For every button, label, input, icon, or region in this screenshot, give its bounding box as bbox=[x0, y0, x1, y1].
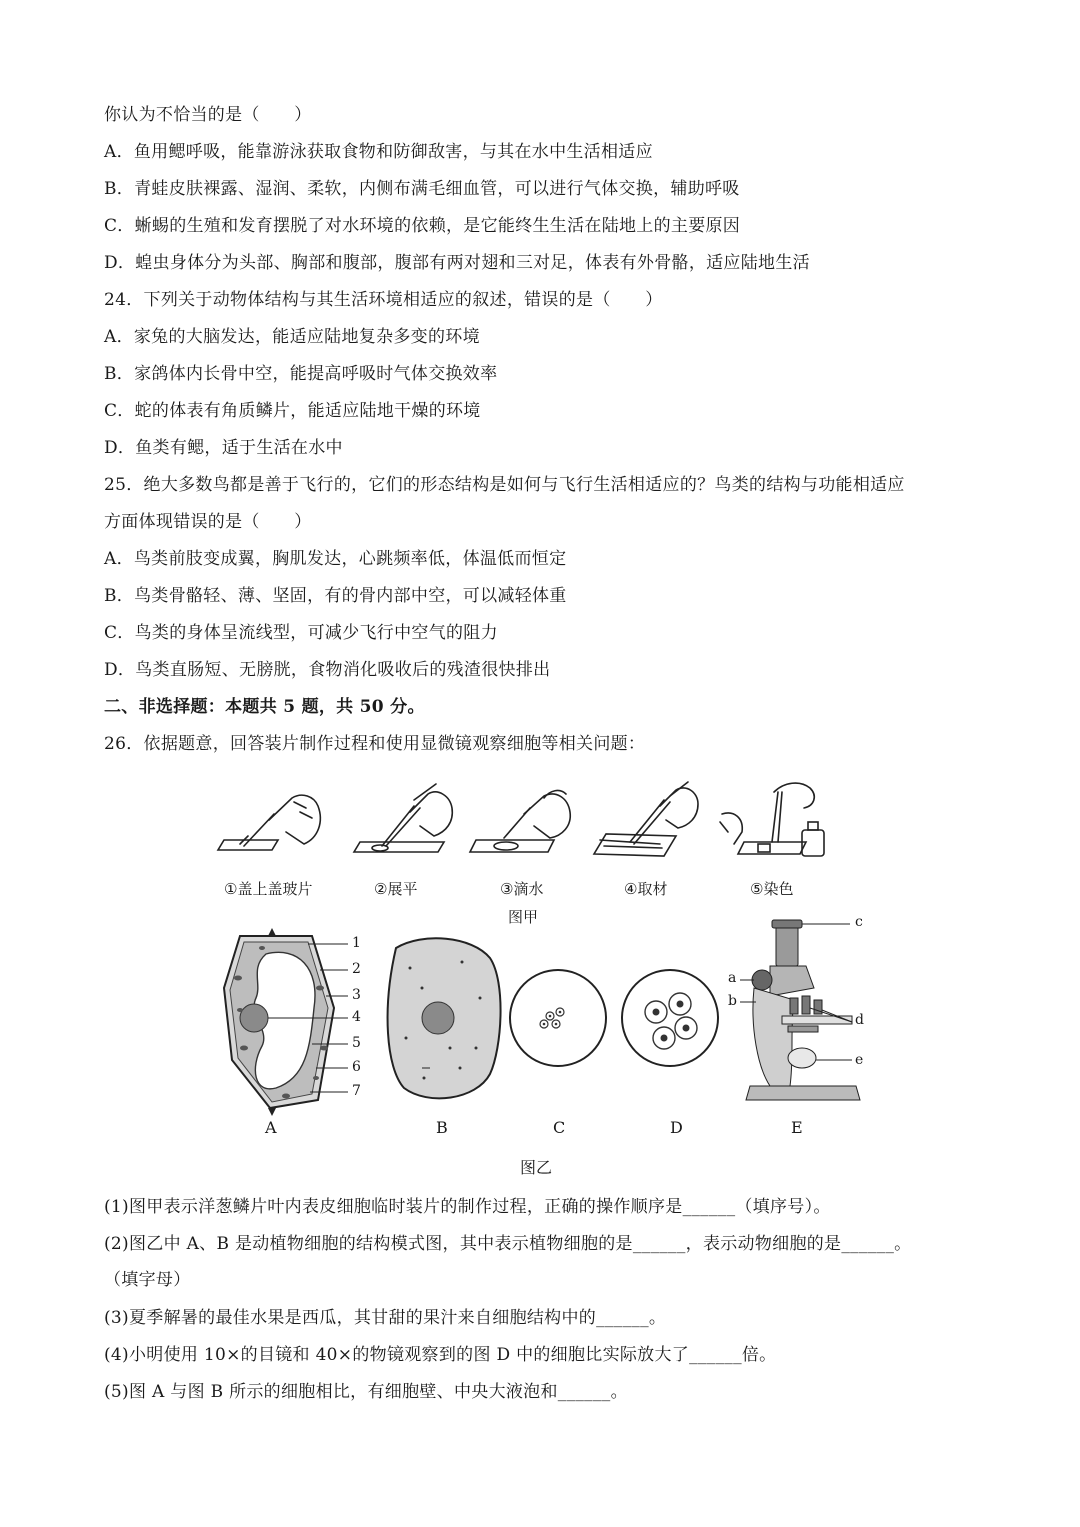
step-label-1: ①盖上盖玻片 bbox=[224, 880, 313, 898]
microscope-label-d: d bbox=[855, 1012, 864, 1028]
q24-option-b: B．家鸽体内长骨中空，能提高呼吸时气体交换效率 bbox=[104, 364, 498, 384]
panel-label-c: C bbox=[553, 1118, 566, 1137]
q24-option-a: A．家兔的大脑发达，能适应陆地复杂多变的环境 bbox=[104, 327, 480, 347]
step3-illustration bbox=[470, 791, 570, 852]
q25-option-b: B．鸟类骨骼轻、薄、坚固，有的骨内部中空，可以减轻体重 bbox=[104, 586, 567, 606]
q26-stem: 26．依据题意，回答装片制作过程和使用显微镜观察细胞等相关问题： bbox=[104, 734, 646, 754]
microscope-label-a: a bbox=[728, 970, 737, 986]
q25-option-d: D．鸟类直肠短、无膀胱，食物消化吸收后的残渣很快排出 bbox=[104, 660, 551, 680]
step-label-3: ③滴水 bbox=[500, 880, 544, 898]
q25-stem-line2: 方面体现错误的是（ ） bbox=[104, 512, 312, 532]
cell-label-4: 4 bbox=[352, 1009, 361, 1025]
figure-jia-illustrations bbox=[214, 778, 834, 878]
q26-sub2-note: （填字母） bbox=[104, 1270, 191, 1290]
cell-label-7: 7 bbox=[352, 1083, 361, 1099]
q26-sub5: (5)图 A 与图 B 所示的细胞相比，有细胞壁、中央大液泡和______。 bbox=[104, 1382, 628, 1402]
step-label-2: ②展平 bbox=[374, 880, 418, 898]
q24-option-c: C．蛇的体表有角质鳞片，能适应陆地干燥的环境 bbox=[104, 401, 481, 421]
q23-option-b: B．青蛙皮肤裸露、湿润、柔软，内侧布满毛细血管，可以进行气体交换，辅助呼吸 bbox=[104, 179, 740, 199]
plant-cell-a bbox=[224, 928, 348, 1116]
q23-stem: 你认为不恰当的是（ ） bbox=[104, 105, 312, 125]
microscope-label-b: b bbox=[728, 993, 737, 1009]
section-heading: 二、非选择题：本题共 5 题，共 50 分。 bbox=[104, 697, 425, 717]
figure-jia-caption: 图甲 bbox=[508, 908, 539, 926]
step1-illustration bbox=[218, 795, 320, 850]
figure-yi-illustrations bbox=[210, 918, 870, 1118]
q23-option-d: D．蝗虫身体分为头部、胸部和腹部，腹部有两对翅和三对足，体表有外骨骼，适应陆地生活 bbox=[104, 253, 810, 273]
q25-option-c: C．鸟类的身体呈流线型，可减少飞行中空气的阻力 bbox=[104, 623, 498, 643]
q23-option-a: A．鱼用鳃呼吸，能靠游泳获取食物和防御敌害，与其在水中生活相适应 bbox=[104, 142, 653, 162]
panel-label-d: D bbox=[670, 1118, 683, 1137]
microscope-view-d bbox=[622, 970, 718, 1066]
step-label-4: ④取材 bbox=[624, 880, 668, 898]
q25-option-a: A．鸟类前肢变成翼，胸肌发达，心跳频率低，体温低而恒定 bbox=[104, 549, 567, 569]
step2-illustration bbox=[354, 784, 452, 852]
cell-label-3: 3 bbox=[352, 987, 361, 1003]
q26-sub2: (2)图乙中 A、B 是动植物细胞的结构模式图，其中表示植物细胞的是______，表示动物细胞的是______。 bbox=[104, 1234, 912, 1254]
step-label-5: ⑤染色 bbox=[750, 880, 794, 898]
panel-label-a: A bbox=[265, 1118, 277, 1137]
panel-label-e: E bbox=[791, 1118, 803, 1137]
cell-label-6: 6 bbox=[352, 1059, 361, 1075]
q26-sub4: (4)小明使用 10×的目镜和 40×的物镜观察到的图 D 中的细胞比实际放大了______倍。 bbox=[104, 1345, 777, 1365]
step4-illustration bbox=[594, 782, 698, 856]
microscope-label-e: e bbox=[855, 1052, 864, 1068]
step5-illustration bbox=[720, 783, 824, 856]
q26-sub3: (3)夏季解暑的最佳水果是西瓜，其甘甜的果汁来自细胞结构中的______。 bbox=[104, 1308, 667, 1328]
microscope-label-c: c bbox=[855, 914, 863, 930]
q26-sub1: (1)图甲表示洋葱鳞片叶内表皮细胞临时装片的制作过程，正确的操作顺序是______（填序号）。 bbox=[104, 1197, 831, 1217]
cell-label-5: 5 bbox=[352, 1035, 361, 1051]
microscope-e bbox=[740, 920, 860, 1100]
q23-option-c: C．蜥蜴的生殖和发育摆脱了对水环境的依赖，是它能终生生活在陆地上的主要原因 bbox=[104, 216, 741, 236]
q24-option-d: D．鱼类有鳃，适于生活在水中 bbox=[104, 438, 343, 458]
panel-label-b: B bbox=[436, 1118, 448, 1137]
cell-label-1: 1 bbox=[352, 935, 361, 951]
animal-cell-b bbox=[388, 938, 501, 1098]
microscope-view-c bbox=[510, 970, 606, 1066]
q25-stem-line1: 25．绝大多数鸟都是善于飞行的，它们的形态结构是如何与飞行生活相适应的？鸟类的结构与功能相适应 bbox=[104, 475, 905, 495]
q24-stem: 24．下列关于动物体结构与其生活环境相适应的叙述，错误的是（ ） bbox=[104, 290, 663, 310]
figure-yi-caption: 图乙 bbox=[520, 1158, 553, 1177]
cell-label-2: 2 bbox=[352, 961, 361, 977]
